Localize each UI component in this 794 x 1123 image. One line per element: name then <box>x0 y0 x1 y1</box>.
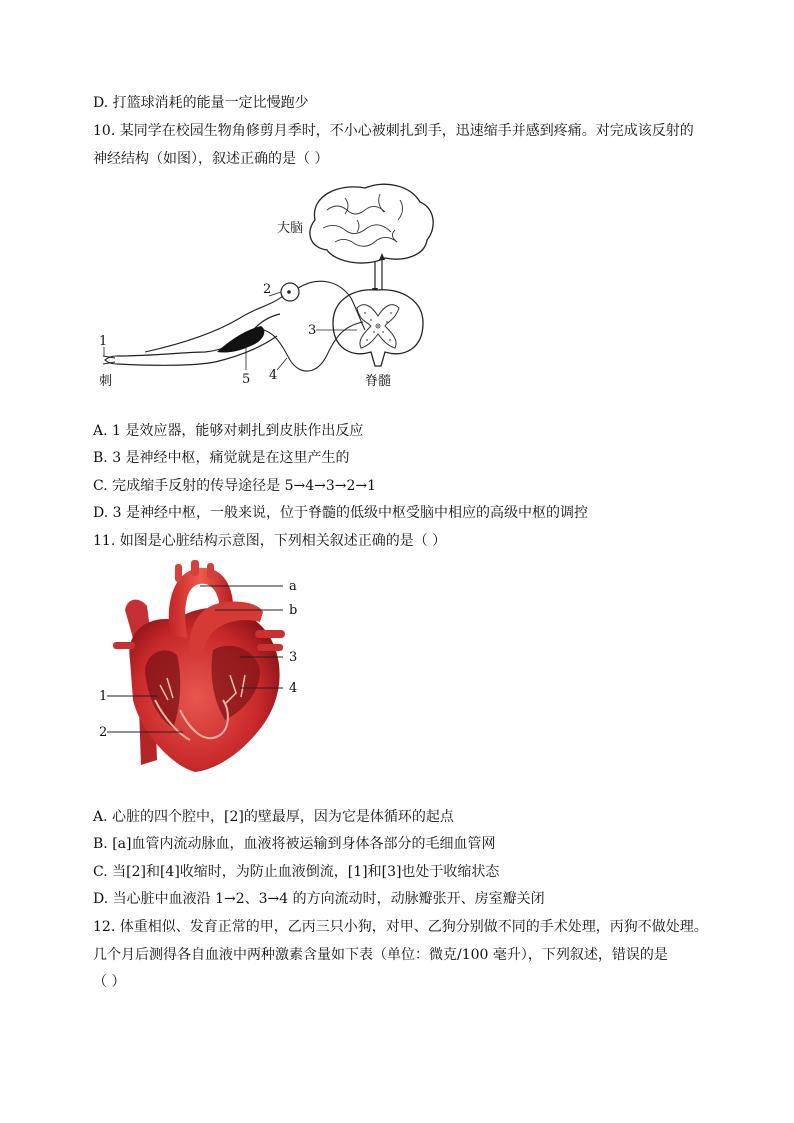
label-1: 1 <box>99 334 108 349</box>
label-4: 4 <box>269 368 278 383</box>
thorn-label: 刺 <box>99 374 113 389</box>
label-a: a <box>289 579 297 594</box>
q10-option-d: D. 3 是神经中枢，一般来说，位于脊髓的低级中枢受脑中相应的高级中枢的调控 <box>93 505 588 521</box>
q12-stem-line2: 几个月后测得各自血液中两种激素含量如下表（单位：微克/100 毫升），下列叙述，错误的是 <box>93 947 668 963</box>
heart-figure <box>95 560 310 775</box>
q11-option-d: D. 当心脏中血液沿 1→2、3→4 的方向流动时，动脉瓣张开、房室瓣关闭 <box>93 891 545 907</box>
label-3: 3 <box>289 650 298 665</box>
q11-option-b: B. [a]血管内流动脉血，血液将被运输到身体各部分的毛细血管网 <box>93 836 496 852</box>
label-3: 3 <box>308 323 317 338</box>
label-2: 2 <box>263 282 272 297</box>
q12-stem-line3: （ ） <box>93 974 126 990</box>
q10-option-a: A. 1 是效应器，能够对刺扎到皮肤作出反应 <box>93 423 364 439</box>
heart-drawing <box>113 560 285 772</box>
q11-option-c: C. 当[2]和[4]收缩时，为防止血液倒流，[1]和[3]也处于收缩状态 <box>93 864 500 880</box>
label-b: b <box>289 603 298 618</box>
q10-stem-line1: 10. 某同学在校园生物角修剪月季时，不小心被刺扎到手，迅速缩手并感到疼痛。对完成该反射的 <box>93 123 694 139</box>
q10-stem-line2: 神经结构（如图），叙述正确的是（ ） <box>93 151 329 167</box>
spinal-cord-drawing <box>333 290 423 366</box>
brain-label: 大脑 <box>277 221 304 236</box>
label-4: 4 <box>289 681 298 696</box>
label-2: 2 <box>99 725 108 740</box>
q12-stem-line1: 12. 体重相似、发育正常的甲，乙丙三只小狗，对甲、乙狗分别做不同的手术处理，丙狗不做处理。 <box>93 919 708 935</box>
q9-option-d: D. 打篮球消耗的能量一定比慢跑少 <box>93 95 309 111</box>
q11-option-a: A. 心脏的四个腔中，[2]的壁最厚，因为它是体循环的起点 <box>93 809 454 825</box>
q10-option-c: C. 完成缩手反射的传导途径是 5→4→3→2→1 <box>93 478 377 494</box>
reflex-arc-figure <box>95 180 445 395</box>
label-1: 1 <box>99 689 108 704</box>
q11-stem: 11. 如图是心脏结构示意图，下列相关叙述正确的是（ ） <box>93 533 447 549</box>
spinal-cord-label: 脊髓 <box>365 374 392 389</box>
brain-drawing <box>310 184 433 263</box>
q10-option-b: B. 3 是神经中枢，痛觉就是在这里产生的 <box>93 450 350 466</box>
label-5: 5 <box>242 372 251 387</box>
